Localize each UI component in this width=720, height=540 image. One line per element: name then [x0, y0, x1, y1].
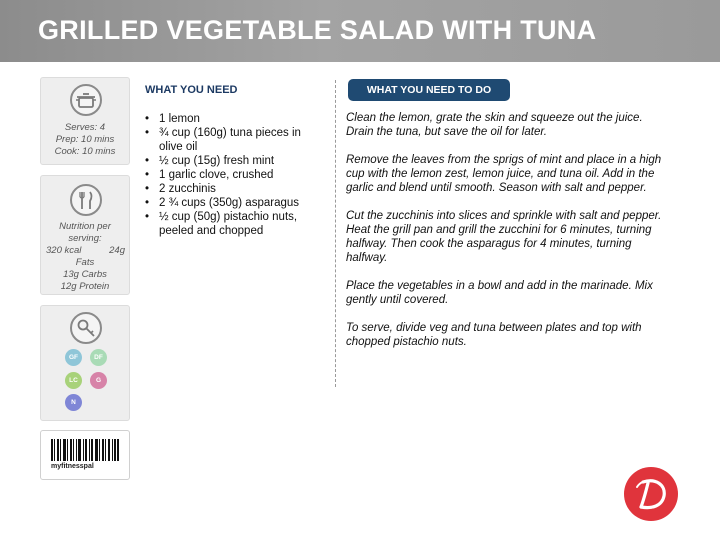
list-item: • 1 lemon [145, 112, 325, 126]
brand-logo[interactable] [624, 467, 678, 521]
list-item: • ½ cup (50g) pistachio nuts, peeled and chopped [145, 210, 325, 238]
step-paragraph: Place the vegetables in a bowl and add in the marinade. Mix gently until covered. [346, 280, 653, 306]
step-paragraph: Remove the leaves from the sprigs of mint and place in a high cup with the lemon zest, lemon juice, and tuna oil. Add in the garlic and blend until smooth. Season with salt and pepper. [346, 154, 662, 194]
nutrition-heading: Nutrition per [59, 221, 111, 232]
key-icon [70, 312, 102, 344]
method-heading-pill: WHAT YOU NEED TO DO [348, 79, 510, 101]
method-steps [346, 111, 666, 363]
page-title: GRILLED VEGETABLE SALAD WITH TUNA [38, 15, 597, 45]
protein-text: 12g Protein [60, 281, 110, 292]
ingredients-list [145, 112, 325, 238]
list-item: • 2 ¾ cups (350g) asparagus [145, 196, 325, 210]
barcode-card[interactable] [40, 430, 130, 480]
g-badge: G [90, 372, 107, 389]
nutrition-heading-sub: serving: [68, 233, 102, 244]
kcal-fat-row [41, 245, 129, 257]
fat-amount-text: 24g [109, 245, 125, 256]
prep-time-text: Prep: 10 mins [55, 134, 115, 145]
column-divider [335, 80, 336, 387]
dairy-free-badge: DF [90, 349, 107, 366]
step-paragraph: Cut the zucchinis into slices and sprinkle with salt and pepper. Heat the grill pan and grill the zucchini for 6 minutes, turning halfway. Then cook the asparagus for 4 minutes, turning halfway. [346, 210, 662, 264]
brand-d-icon [624, 467, 678, 521]
timing-card [40, 77, 130, 165]
list-item: • ½ cup (15g) fresh mint [145, 154, 325, 168]
ingredients-heading: WHAT YOU NEED [145, 84, 238, 96]
n-badge: N [65, 394, 82, 411]
barcode-icon [51, 439, 119, 461]
step-paragraph: Clean the lemon, grate the skin and squeeze out the juice. Drain the tuna, but save the oil for later. [346, 112, 643, 138]
fork-knife-icon [70, 184, 102, 216]
list-item: • 1 garlic clove, crushed [145, 168, 325, 182]
list-item: • ¾ cup (160g) tuna pieces in olive oil [145, 126, 325, 154]
nutrition-card [40, 175, 130, 295]
kcal-text: 320 kcal [46, 245, 82, 256]
diet-key-card [40, 305, 130, 421]
gluten-free-badge: GF [65, 349, 82, 366]
cook-time-text: Cook: 10 mins [54, 146, 116, 157]
step-paragraph: To serve, divide veg and tuna between plates and top with chopped pistachio nuts. [346, 322, 642, 348]
header-banner [0, 0, 720, 62]
cooking-pot-icon [70, 84, 102, 116]
fats-label: Fats [75, 257, 95, 268]
serves-text: Serves: 4 [64, 122, 106, 133]
list-item: • 2 zucchinis [145, 182, 325, 196]
carbs-text: 13g Carbs [63, 269, 107, 280]
myfitnesspal-logo: myfitnesspal [51, 463, 94, 470]
low-carb-badge: LC [65, 372, 82, 389]
